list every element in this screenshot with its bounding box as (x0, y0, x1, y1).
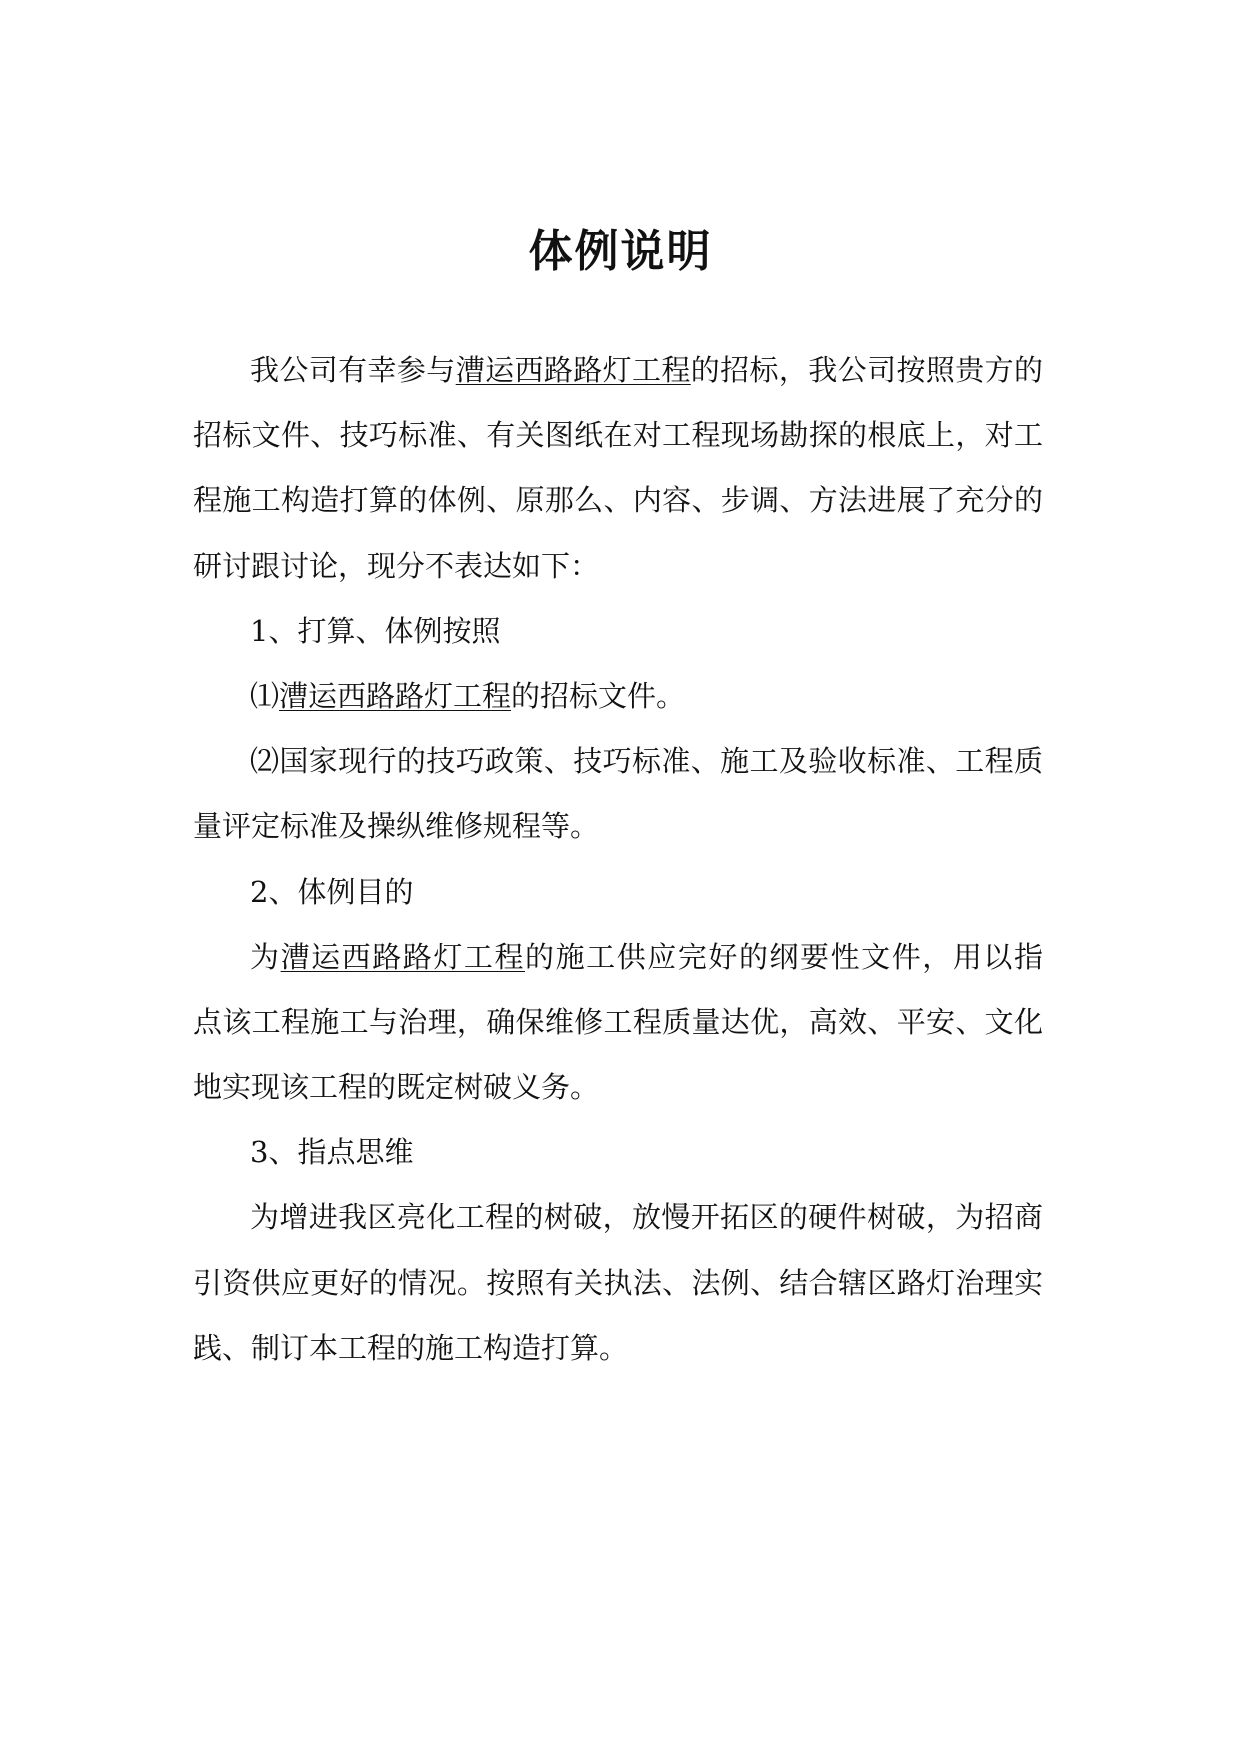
project-name-underlined: 漕运西路路灯工程 (279, 678, 512, 713)
intro-line-1 (193, 338, 1043, 403)
section-3-heading: 3、指点思维 (250, 1135, 414, 1170)
section-1-item-2-line-1: ⑵国家现行的技巧政策、技巧标准、施工及验收标准、工程质 (250, 744, 1043, 779)
project-name-underlined: 漕运西路路灯工程 (280, 939, 526, 974)
section-1-heading: 1、打算、体例按照 (250, 613, 501, 648)
document-body (193, 338, 1043, 1381)
section-2-heading: 2、体例目的 (250, 874, 414, 909)
intro-line-4: 研讨跟讨论，现分不表达如下： (193, 548, 600, 583)
section-2-line-3: 地实现该工程的既定树破义务。 (193, 1070, 600, 1105)
section-3-line-2: 引资供应更好的情况。按照有关执法、法例、结合辖区路灯治理实 (193, 1265, 1043, 1300)
section-1-item-2-line-2: 量评定标准及操纵维修规程等。 (193, 809, 600, 844)
section-2-line-2: 点该工程施工与治理，确保维修工程质量达优，高效、平安、文化 (193, 1004, 1043, 1039)
page-title: 体例说明 (528, 226, 713, 277)
item-text: 的招标文件。 (511, 678, 686, 713)
item-number: ⑴ (250, 678, 280, 713)
intro-text: 的招标，我公司按照贵方的 (690, 353, 1043, 387)
paragraph-text: 的施工供应完好的纲要性文件，用以指 (525, 939, 1043, 974)
intro-text: 我公司有幸参与 (250, 353, 456, 387)
paragraph-text: 为 (250, 939, 281, 974)
section-2-line-1 (193, 925, 1043, 990)
section-3-line-1: 为增进我区亮化工程的树破，放慢开拓区的硬件树破，为招商 (250, 1200, 1043, 1235)
intro-line-3: 程施工构造打算的体例、原那么、内容、步调、方法进展了充分的 (193, 483, 1043, 518)
section-1-item-1 (193, 664, 1043, 729)
project-name-underlined: 漕运西路路灯工程 (455, 353, 691, 387)
section-3-line-3: 践、制订本工程的施工构造打算。 (193, 1330, 629, 1365)
intro-line-2: 招标文件、技巧标准、有关图纸在对工程现场勘探的根底上，对工 (193, 418, 1043, 453)
